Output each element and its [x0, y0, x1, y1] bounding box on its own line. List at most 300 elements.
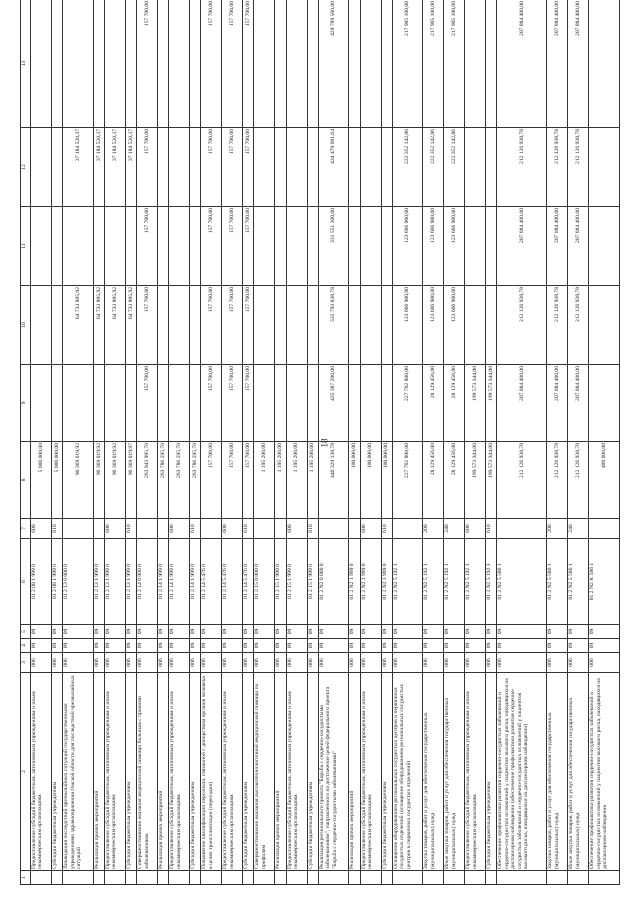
table-row: [63, 0, 94, 885]
cell-c13: [307, 0, 318, 128]
cell-c6: 01 2 N2 5 586 1: [568, 539, 589, 625]
column-header: 8: [21, 442, 31, 519]
cell-c3: 006: [568, 653, 589, 673]
cell-c9: 435 387 200,00: [318, 365, 349, 442]
cell-c4: 09: [275, 639, 286, 653]
cell-c13: [93, 0, 104, 128]
cell-c11: [360, 207, 381, 286]
table-row: [486, 0, 497, 885]
cell-c5: 09: [286, 625, 307, 639]
column-header: 4: [21, 639, 31, 653]
table-row: [589, 0, 620, 885]
table-row: [444, 0, 465, 885]
cell-c7: 610: [486, 519, 497, 539]
cell-c8: 28 129 456,00: [423, 442, 444, 519]
cell-c8: 90 369 019,92: [93, 442, 104, 519]
cell-c5: 09: [104, 625, 125, 639]
table-row: [93, 0, 104, 885]
cell-c8: 157 700,00: [222, 442, 243, 519]
row-name-cell: Оснащение оборудованием региональных сосудистых центров и первичных сосудистых отделений (оснащение оборудованием региональных сосудистых центров и первичных сосудистых отделений): [392, 673, 423, 871]
cell-c3: 006: [63, 653, 94, 673]
cell-c9: [360, 365, 381, 442]
cell-c8: 263 786 295,70: [169, 442, 190, 519]
column-header: 9: [21, 365, 31, 442]
cell-c9: [275, 365, 286, 442]
cell-c7: [201, 519, 222, 539]
row-marker-cell: [104, 871, 125, 885]
cell-c7: 200: [423, 519, 444, 539]
column-header: 13: [21, 0, 31, 128]
table-row: [31, 0, 52, 885]
cell-c11: [158, 207, 169, 286]
cell-c12: 37 184 520,37: [93, 128, 104, 207]
cell-c12: [275, 128, 286, 207]
cell-c10: [307, 286, 318, 365]
row-marker-cell: [158, 871, 169, 885]
row-name-cell: Закупка товаров, работ и услуг для обеспечения государственных (муниципальных) нужд: [423, 673, 444, 871]
cell-c7: 240: [568, 519, 589, 539]
cell-c4: 09: [392, 639, 423, 653]
cell-c12: 157 700,00: [137, 128, 158, 207]
cell-c9: 199 573 344,00: [465, 365, 486, 442]
table-row: [465, 0, 486, 885]
cell-c7: [497, 519, 547, 539]
cell-c12: [158, 128, 169, 207]
cell-c7: [589, 519, 620, 539]
table-row: [307, 0, 318, 885]
cell-c10: [254, 286, 275, 365]
cell-c4: 09: [93, 639, 104, 653]
cell-c4: 09: [360, 639, 381, 653]
cell-c10: [169, 286, 190, 365]
cell-c3: 006: [243, 653, 254, 673]
cell-c6: 01 2 13 1 999 0: [125, 539, 136, 625]
cell-c8: 212 126 938,78: [547, 442, 568, 519]
cell-c5: 09: [307, 625, 318, 639]
cell-c3: 006: [169, 653, 190, 673]
cell-c7: [318, 519, 349, 539]
cell-c11: [589, 207, 620, 286]
cell-c7: 600: [465, 519, 486, 539]
cell-c9: [51, 365, 62, 442]
cell-c7: 600: [360, 519, 381, 539]
cell-c6: 01 2 15 1 999 0: [286, 539, 307, 625]
cell-c11: 157 700,00: [222, 207, 243, 286]
column-header: 2: [21, 673, 31, 871]
cell-c7: 600: [169, 519, 190, 539]
cell-c13: [589, 0, 620, 128]
cell-c11: [465, 207, 486, 286]
cell-c6: 01 2 14 1 999 0: [190, 539, 201, 625]
cell-c9: [307, 365, 318, 442]
cell-c5: 09: [444, 625, 465, 639]
cell-c12: [307, 128, 318, 207]
row-name-cell: Реализация регионального проекта "Борьба с сердечно-сосудистыми заболеваниями", направленного на достижение целей федерального проекта "Борьба с сердечно-сосудистыми заболеваниями": [318, 673, 349, 871]
cell-c4: 09: [254, 639, 275, 653]
cell-c10: 64 733 885,92: [125, 286, 136, 365]
cell-c3: 006: [486, 653, 497, 673]
cell-c8: 440 329 138,78: [318, 442, 349, 519]
cell-c9: 28 129 456,00: [444, 365, 465, 442]
cell-c11: 157 700,00: [201, 207, 222, 286]
row-name-cell: Реализация прочих мероприятий: [349, 673, 360, 871]
table-row: [423, 0, 444, 885]
cell-c12: 37 184 520,37: [125, 128, 136, 207]
cell-c7: 600: [286, 519, 307, 539]
cell-c6: 01 2 13 1 999 0: [93, 539, 104, 625]
cell-c9: 199 573 344,00: [486, 365, 497, 442]
cell-c5: 09: [275, 625, 286, 639]
cell-c12: 37 184 520,37: [63, 128, 94, 207]
cell-c4: 09: [547, 639, 568, 653]
cell-c9: 157 700,00: [201, 365, 222, 442]
cell-c12: [360, 128, 381, 207]
row-marker-cell: [190, 871, 201, 885]
cell-c7: [392, 519, 423, 539]
table-row: [137, 0, 158, 885]
row-name-cell: Субсидии бюджетным учреждениям: [190, 673, 201, 871]
cell-c9: 227 702 800,00: [392, 365, 423, 442]
table-row: [497, 0, 547, 885]
cell-c11: [275, 207, 286, 286]
cell-c8: 90 369 019,92: [63, 442, 94, 519]
cell-c4: 09: [465, 639, 486, 653]
row-marker-cell: [465, 871, 486, 885]
cell-c4: 09: [104, 639, 125, 653]
cell-c5: 09: [589, 625, 620, 639]
cell-c11: 123 666 900,00: [444, 207, 465, 286]
cell-c9: [104, 365, 125, 442]
row-marker-cell: [243, 871, 254, 885]
cell-c12: [169, 128, 190, 207]
cell-c11: [63, 207, 94, 286]
cell-c6: 01 2 N2 5 586 1: [547, 539, 568, 625]
cell-c4: 09: [307, 639, 318, 653]
row-name-cell: Закупка товаров, работ и услуг для обеспечения государственных (муниципальных) нужд: [547, 673, 568, 871]
cell-c13: [381, 0, 392, 128]
cell-c9: 207 884 400,00: [547, 365, 568, 442]
cell-c13: [190, 0, 201, 128]
cell-c4: 09: [589, 639, 620, 653]
cell-c5: 09: [201, 625, 222, 639]
cell-c10: 123 666 900,00: [392, 286, 423, 365]
cell-c6: 01 2 N2 5 586 1: [497, 539, 547, 625]
cell-c9: 157 700,00: [137, 365, 158, 442]
cell-c8: 90 369 019,97: [125, 442, 136, 519]
cell-c4: 09: [63, 639, 94, 653]
cell-c12: [51, 128, 62, 207]
table-row: [222, 0, 243, 885]
cell-c3: 006: [392, 653, 423, 673]
cell-c4: 09: [423, 639, 444, 653]
cell-c11: [190, 207, 201, 286]
cell-c4: 09: [169, 639, 190, 653]
table-row: [254, 0, 275, 885]
cell-c9: [31, 365, 52, 442]
cell-c9: 207 884 400,00: [568, 365, 589, 442]
cell-c9: [286, 365, 307, 442]
cell-c9: [63, 365, 94, 442]
cell-c7: 610: [190, 519, 201, 539]
cell-c13: 157 700,00: [243, 0, 254, 128]
cell-c10: [589, 286, 620, 365]
cell-c12: 434 479 081,64: [318, 128, 349, 207]
cell-c13: [31, 0, 52, 128]
cell-c7: 610: [381, 519, 392, 539]
column-header: 10: [21, 286, 31, 365]
row-marker-cell: [486, 871, 497, 885]
cell-c4: 09: [349, 639, 360, 653]
table-row: [318, 0, 349, 885]
cell-c5: 09: [190, 625, 201, 639]
table-row: [360, 0, 381, 885]
cell-c12: [254, 128, 275, 207]
cell-c4: 09: [137, 639, 158, 653]
column-header: 7: [21, 519, 31, 539]
cell-c12: [589, 128, 620, 207]
cell-c13: [104, 0, 125, 128]
cell-c11: [31, 207, 52, 286]
cell-c6: 01 2 N2 1 999 0: [360, 539, 381, 625]
table-row: [547, 0, 568, 885]
cell-c3: 006: [423, 653, 444, 673]
cell-c4: 09: [51, 639, 62, 653]
cell-c9: 207 884 400,00: [497, 365, 547, 442]
cell-c8: 263 786 295,70: [158, 442, 169, 519]
cell-c12: 212 126 938,78: [547, 128, 568, 207]
cell-c11: 207 884 400,00: [547, 207, 568, 286]
cell-c5: 09: [31, 625, 52, 639]
cell-c10: [190, 286, 201, 365]
cell-c10: 123 666 900,00: [444, 286, 465, 365]
cell-c11: [486, 207, 497, 286]
cell-c11: [125, 207, 136, 286]
row-name-cell: Предоставление субсидий бюджетным, автономным учреждениям и иным некоммерческим организациям: [169, 673, 190, 871]
cell-c13: [465, 0, 486, 128]
cell-c6: 01 2 N2 5 192 1: [486, 539, 497, 625]
table-row: [286, 0, 307, 885]
cell-c10: [486, 286, 497, 365]
rotated-page: [20, 1, 620, 885]
cell-c10: 157 700,00: [137, 286, 158, 365]
cell-c8: 227 702 800,00: [392, 442, 423, 519]
cell-c9: 28 129 456,00: [423, 365, 444, 442]
table-row: [243, 0, 254, 885]
cell-c10: 157 700,00: [243, 286, 254, 365]
cell-c12: 222 352 142,86: [444, 128, 465, 207]
cell-c11: [51, 207, 62, 286]
row-name-cell: Предоставление субсидий бюджетным, автономным учреждениям и иным некоммерческим организациям: [360, 673, 381, 871]
cell-c11: 157 700,00: [243, 207, 254, 286]
cell-c11: [307, 207, 318, 286]
cell-c7: 600: [31, 519, 52, 539]
cell-c3: 006: [31, 653, 52, 673]
cell-c10: [381, 286, 392, 365]
cell-c3: 006: [190, 653, 201, 673]
cell-c8: 1 195 200,00: [286, 442, 307, 519]
cell-c6: 01 2 14 5 476 0: [201, 539, 222, 625]
cell-c10: 212 126 938,78: [568, 286, 589, 365]
cell-c13: 207 884 400,00: [568, 0, 589, 128]
cell-c8: 212 126 938,78: [497, 442, 547, 519]
cell-c11: [381, 207, 392, 286]
row-name-cell: Предоставление субсидий бюджетным, автономным учреждениям и иным некоммерческим организациям: [286, 673, 307, 871]
cell-c7: 600: [104, 519, 125, 539]
row-name-cell: Иные закупки товаров, работ и услуг для обеспечения государственных (муниципальных) нужд: [444, 673, 465, 871]
row-name-cell: Обеспечение профилактики развития сердечно-сосудистых заболеваний и сердечно-сосудистых осложнений у пациентов высокого риска, находящихся на диспансерном наблюдении (обеспечение профилактики развития сердечно-сосудистых заболеваний и сердечно-сосудистых осложнений у пациентов высокого риска, находящихся на диспансерном наблюдении): [497, 673, 547, 871]
cell-c13: 217 905 100,00: [444, 0, 465, 128]
cell-c9: [349, 365, 360, 442]
cell-c13: 429 789 500,00: [318, 0, 349, 128]
cell-c12: 212 126 938,78: [497, 128, 547, 207]
cell-c6: 01 2 14 1 999 0: [158, 539, 169, 625]
cell-c5: 09: [63, 625, 94, 639]
cell-c10: 123 666 900,00: [423, 286, 444, 365]
cell-c10: 64 733 885,92: [104, 286, 125, 365]
column-header: 1: [21, 871, 31, 885]
cell-c8: 28 129 456,00: [444, 442, 465, 519]
cell-c5: 09: [349, 625, 360, 639]
budget-table: [20, 0, 620, 885]
cell-c8: 157 700,00: [243, 442, 254, 519]
cell-c4: 09: [190, 639, 201, 653]
cell-c3: 006: [360, 653, 381, 673]
cell-c4: 09: [31, 639, 52, 653]
row-name-cell: Ликвидация последствий чрезвычайных ситуаций государственными учреждениями здравоохранения Омской области для последствий чрезвычайных ситуаций: [63, 673, 94, 871]
cell-c5: 09: [486, 625, 497, 639]
table-row: [190, 0, 201, 885]
cell-c5: 09: [243, 625, 254, 639]
cell-c7: 610: [243, 519, 254, 539]
table-row: [201, 0, 222, 885]
cell-c12: [349, 128, 360, 207]
cell-c6: 01 2 N2 K 586 1: [589, 539, 620, 625]
cell-c6: 01 2 15 0 000 0: [254, 539, 275, 625]
row-name-cell: Совершенствование оказания высокотехнологичной медицинской помощи по профилям: [254, 673, 275, 871]
cell-c11: 207 884 400,00: [497, 207, 547, 286]
cell-c7: 610: [51, 519, 62, 539]
cell-c10: 64 733 885,92: [93, 286, 104, 365]
cell-c3: 006: [51, 653, 62, 673]
cell-c9: [169, 365, 190, 442]
cell-c5: 09: [93, 625, 104, 639]
cell-c9: [190, 365, 201, 442]
cell-c12: 157 700,00: [243, 128, 254, 207]
cell-c6: 01 2 N2 5 192 1: [465, 539, 486, 625]
row-marker-cell: [222, 871, 243, 885]
cell-c12: [31, 128, 52, 207]
cell-c3: 006: [93, 653, 104, 673]
row-marker-cell: [423, 871, 444, 885]
cell-c7: 610: [125, 519, 136, 539]
cell-c3: 006: [222, 653, 243, 673]
cell-c13: 207 884 400,00: [497, 0, 547, 128]
cell-c5: 09: [254, 625, 275, 639]
cell-c5: 09: [381, 625, 392, 639]
row-marker-cell: [63, 871, 94, 885]
cell-c11: [286, 207, 307, 286]
row-marker-cell: [568, 871, 589, 885]
table-row: [568, 0, 589, 885]
cell-c5: 09: [51, 625, 62, 639]
cell-c11: 331 551 300,00: [318, 207, 349, 286]
cell-c11: 123 666 900,00: [392, 207, 423, 286]
column-header: 6: [21, 539, 31, 625]
cell-c11: [169, 207, 190, 286]
row-marker-cell: [547, 871, 568, 885]
row-marker-cell: [360, 871, 381, 885]
cell-c8: 100 000,00: [349, 442, 360, 519]
cell-c7: 240: [444, 519, 465, 539]
cell-c13: [63, 0, 94, 128]
cell-c6: 01 2 N2 0 000 0: [318, 539, 349, 625]
cell-c11: [104, 207, 125, 286]
cell-c10: 157 700,00: [201, 286, 222, 365]
cell-c11: 123 666 900,00: [423, 207, 444, 286]
cell-c4: 09: [318, 639, 349, 653]
cell-c13: [275, 0, 286, 128]
cell-c3: 006: [318, 653, 349, 673]
cell-c12: 222 352 142,86: [423, 128, 444, 207]
cell-c6: 01 2 15 1 999 0: [275, 539, 286, 625]
cell-c9: [158, 365, 169, 442]
cell-c8: 90 369 019,92: [104, 442, 125, 519]
cell-c8: 157 700,00: [201, 442, 222, 519]
row-marker-cell: [254, 871, 275, 885]
cell-c4: 09: [201, 639, 222, 653]
cell-c12: 212 126 938,78: [568, 128, 589, 207]
table-row: [104, 0, 125, 885]
header-row: [21, 0, 31, 885]
cell-c6: 01 2 13 0 000 0: [63, 539, 94, 625]
column-header: 3: [21, 653, 31, 673]
cell-c13: [349, 0, 360, 128]
row-marker-cell: [307, 871, 318, 885]
cell-c6: 01 2 14 1 999 0: [169, 539, 190, 625]
cell-c6: 01 2 N2 5 192 1: [444, 539, 465, 625]
cell-c6: 01 2 N2 1 999 0: [381, 539, 392, 625]
row-marker-cell: [201, 871, 222, 885]
cell-c4: 09: [497, 639, 547, 653]
table-row: [125, 0, 136, 885]
table-row: [169, 0, 190, 885]
cell-c10: [286, 286, 307, 365]
cell-c8: 5 000 000,00: [51, 442, 62, 519]
cell-c6: 01 2 15 1 999 0: [307, 539, 318, 625]
cell-c7: [93, 519, 104, 539]
table-row: [349, 0, 360, 885]
cell-c12: 37 184 520,37: [104, 128, 125, 207]
cell-c6: 01 2 08 1 999 0: [51, 539, 62, 625]
cell-c3: 006: [286, 653, 307, 673]
cell-c8: 400 000,00: [589, 442, 620, 519]
cell-c3: 006: [497, 653, 547, 673]
cell-c7: 600: [222, 519, 243, 539]
cell-c8: 100 000,00: [360, 442, 381, 519]
row-marker-cell: [381, 871, 392, 885]
cell-c10: [349, 286, 360, 365]
row-name-cell: Субсидии бюджетным учреждениям: [243, 673, 254, 871]
cell-c4: 09: [222, 639, 243, 653]
table-row: [51, 0, 62, 885]
column-header: 12: [21, 128, 31, 207]
row-name-cell: Совершенствование оказания медицинской помощи больным с прочими заболеваниями: [137, 673, 158, 871]
row-name-cell: Предоставление субсидий бюджетным, автономным учреждениям и иным некоммерческим организациям: [31, 673, 52, 871]
cell-c4: 09: [444, 639, 465, 653]
page-number: 18: [319, 438, 330, 448]
cell-c11: [349, 207, 360, 286]
cell-c13: 157 700,00: [222, 0, 243, 128]
